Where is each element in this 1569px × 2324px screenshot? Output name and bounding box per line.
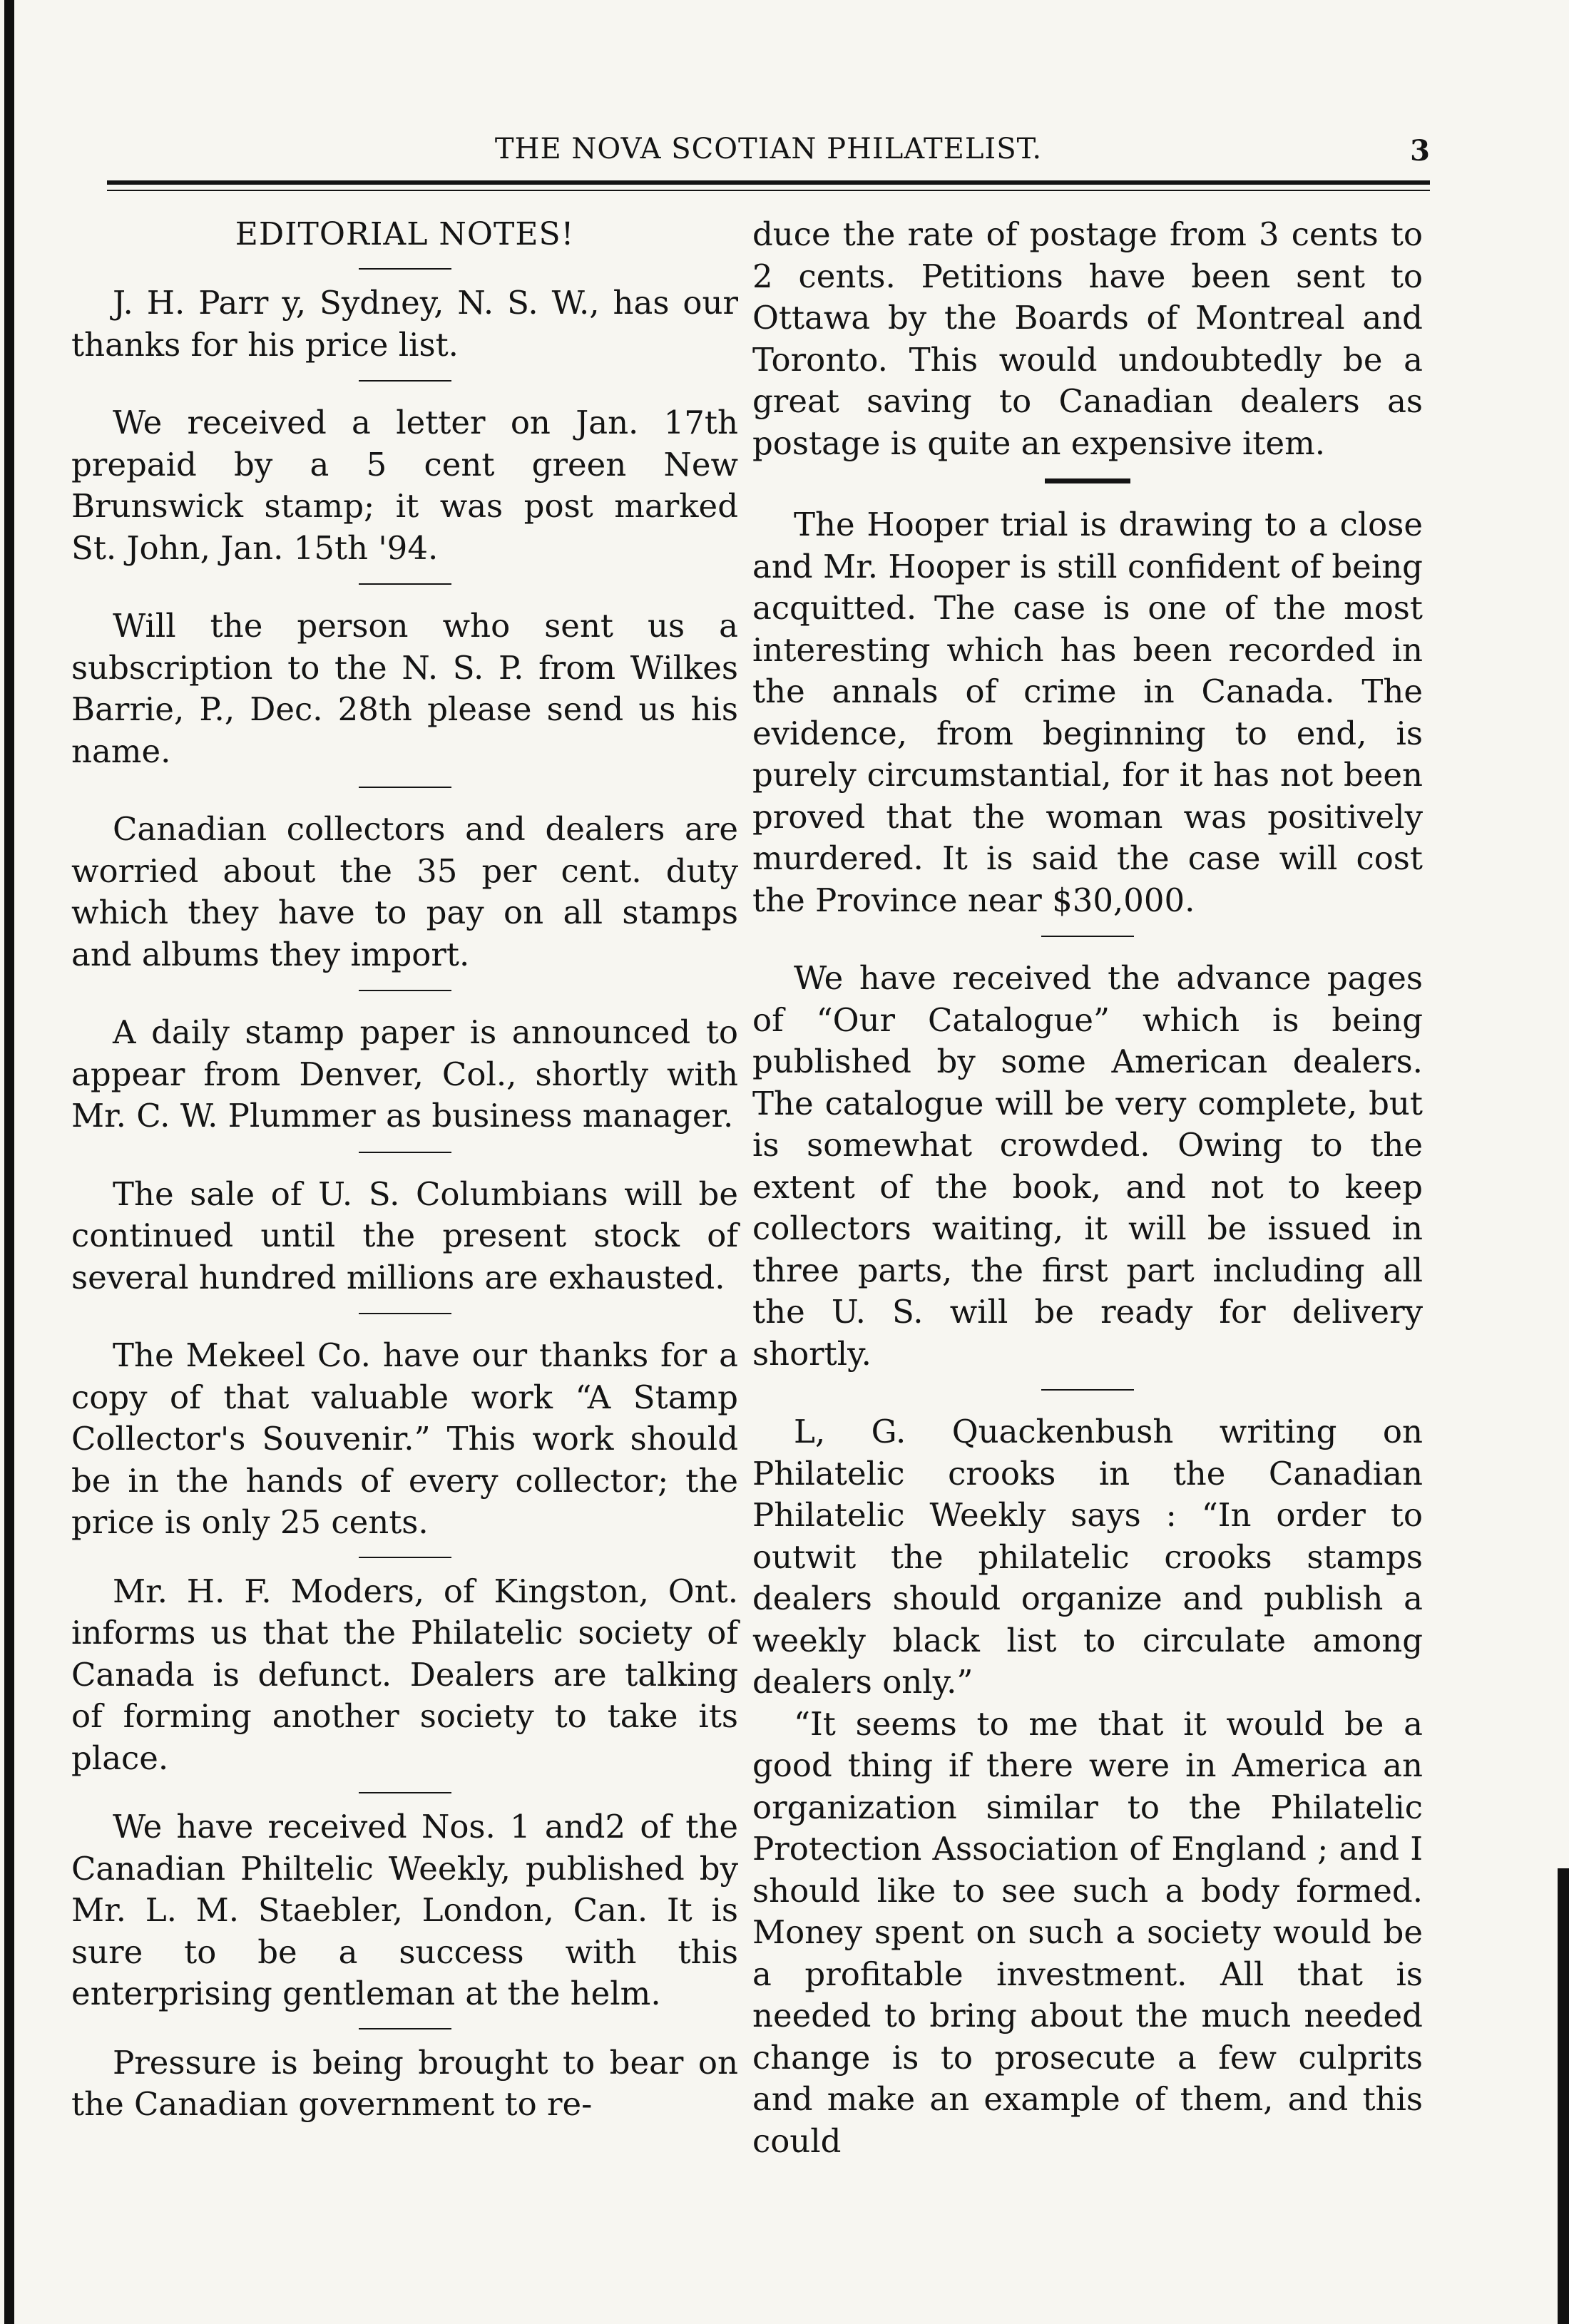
note-paragraph: We received a letter on Jan. 17th prepaid by a 5 cent green New Brunswick stamp; it was post marked St. John, Jan. 15th '94. <box>71 404 738 567</box>
note-paragraph: L, G. Quackenbush writing on Philatelic crooks in the Canadian Philatelic Weekly says : “In order to outwit the philatelic crooks stamps dealers should organize and publish a weekly black list to circulate among dealers only.” <box>752 1413 1423 1701</box>
note-paragraph: Will the person who sent us a subscription to the N. S. P. from Wilkes Barrie, P., Dec. 28th please send us his name. <box>71 607 738 770</box>
right-column <box>752 214 1423 2162</box>
note-paragraph: J. H. Parr y, Sydney, N. S. W., has our thanks for his price list. <box>71 284 738 364</box>
note-paragraph: “It seems to me that it would be a good thing if there were in America an organization similar to the Philatelic Protection Association of England ; and I should like to see such a body formed. Money spent on such a society would be a profitable investment. All that is needed to bring about the much needed change is to prosecute a few culprits and make an example of them, and this could <box>752 1704 1423 2160</box>
page-number: 3 <box>1410 134 1430 168</box>
separator-rule <box>359 1152 451 1153</box>
separator-rule <box>359 1557 451 1558</box>
separator-rule <box>359 990 451 991</box>
note-paragraph: We have received Nos. 1 and2 of the Canadian Philtelic Weekly, published by Mr. L. M. Staebler, London, Can. It is sure to be a success with this enterprising gentleman at the helm. <box>71 1808 738 2012</box>
note-paragraph: The Mekeel Co. have our thanks for a copy of that valuable work “A Stamp Collector's Souvenir.” This work should be in the hands of every collector; the price is only 25 cents. <box>71 1336 738 1541</box>
separator-rule <box>359 583 451 585</box>
note-paragraph: A daily stamp paper is announced to appear from Denver, Col., shortly with Mr. C. W. Plummer as business manager. <box>71 1013 738 1135</box>
left-column <box>71 214 738 2126</box>
separator-rule <box>359 1792 451 1793</box>
separator-rule <box>359 787 451 788</box>
note-paragraph-continued: duce the rate of postage from 3 cents to 2 cents. Petitions have been sent to Ottawa by the Boards of Montreal and Toronto. This would undoubtedly be a great saving to Canadian dealers as postage is quite an expensive item. <box>752 215 1423 462</box>
note-paragraph: Canadian collectors and dealers are worried about the 35 per cent. duty which they have to pay on all stamps and albums they import. <box>71 810 738 973</box>
scan-edge-left <box>4 0 14 2324</box>
note-paragraph: The sale of U. S. Columbians will be continued until the present stock of several hundred millions are exhausted. <box>71 1174 738 1296</box>
separator-rule <box>359 268 451 270</box>
running-title: THE NOVA SCOTIAN PHILATELIST. <box>494 133 1043 165</box>
page-header <box>107 127 1430 177</box>
scan-edge-right <box>1558 1868 1569 2324</box>
note-paragraph: Mr. H. F. Moders, of Kingston, Ont. informs us that the Philatelic society of Canada is defunct. Dealers are talking of forming another society to take its place. <box>71 1572 738 1777</box>
note-paragraph: Pressure is being brought to bear on the Canadian government to re- <box>71 2043 738 2123</box>
separator-rule <box>359 1313 451 1314</box>
separator-rule <box>1041 936 1134 937</box>
header-rule-thick <box>107 180 1430 185</box>
separator-rule <box>359 380 451 382</box>
separator-rule <box>1045 478 1130 483</box>
separator-rule <box>359 2028 451 2029</box>
note-paragraph: The Hooper trial is drawing to a close and Mr. Hooper is still confident of being acquitted. The case is one of the most interesting which has been recorded in the annals of crime in Canada. The evidence, from beginning to end, is purely circumstantial, for it has not been proved that the woman was positively murdered. It is said the case will cost the Province near $30,000. <box>752 506 1423 919</box>
column-title: EDITORIAL NOTES! <box>235 216 575 252</box>
note-paragraph: We have received the advance pages of “Our Catalogue” which is being published by some American dealers. The catalogue will be very complete, but is somewhat crowded. Owing to the extent of the book, and not to keep collectors waiting, it will be issued in three parts, the first part including all the U. S. will be ready for delivery shortly. <box>752 959 1423 1373</box>
header-rule-thin <box>107 190 1430 191</box>
separator-rule <box>1041 1389 1134 1391</box>
